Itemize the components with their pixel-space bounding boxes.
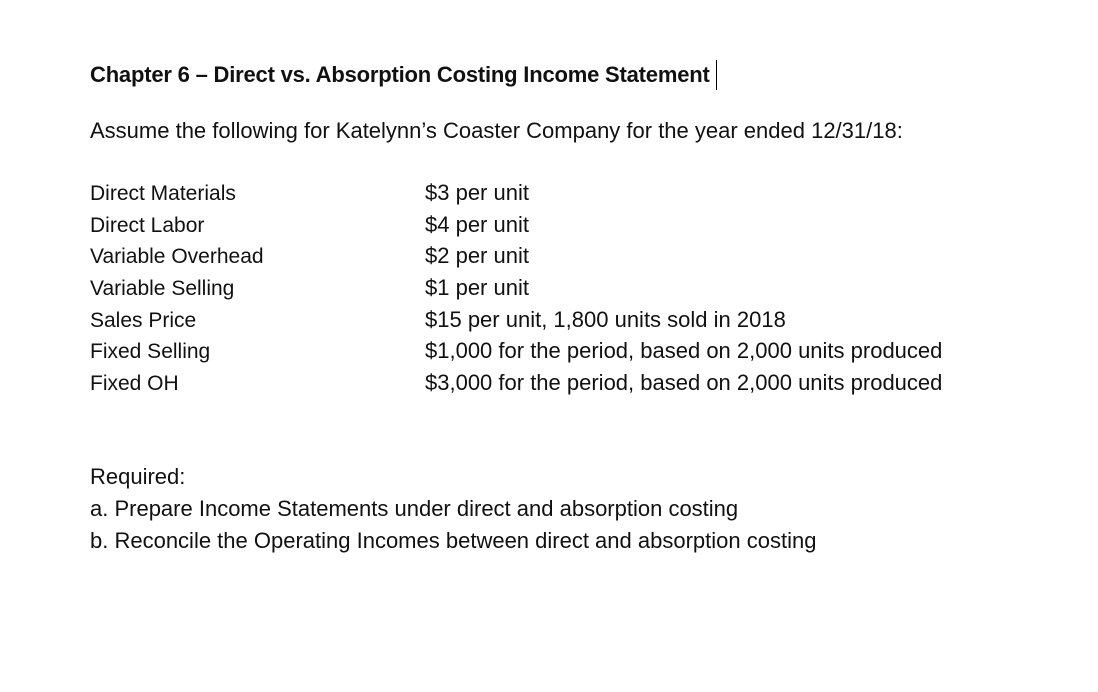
assumption-value: $3 per unit (425, 180, 529, 205)
assumption-row-sales-price (90, 307, 1030, 339)
required-heading: Required: (90, 464, 186, 489)
assumption-label: Variable Selling (90, 277, 235, 301)
text-cursor (716, 60, 717, 90)
assumption-row-direct-labor (90, 212, 1030, 244)
assumption-value: $2 per unit (425, 243, 529, 269)
assumption-row-direct-materials (90, 180, 1030, 212)
assumption-value: $4 per unit (425, 211, 529, 237)
assumption-label: Direct Labor (90, 213, 205, 237)
required-item-a: a. Prepare Income Statements under direct and absorption costing (90, 496, 739, 521)
assumption-label: Fixed Selling (90, 340, 211, 364)
assumption-value: $1,000 for the period, based on 2,000 units produced (425, 338, 943, 364)
assumption-row-variable-overhead (90, 243, 1030, 275)
intro-text: Assume the following for Katelynn’s Coaster Company for the year ended 12/31/18: (90, 118, 903, 143)
required-section (90, 461, 816, 557)
required-item-b: b. Reconcile the Operating Incomes between direct and absorption costing (90, 528, 817, 553)
title-row (90, 58, 717, 92)
assumption-label: Variable Overhead (90, 245, 264, 269)
assumption-label: Fixed OH (90, 372, 179, 396)
assumption-row-fixed-selling (90, 338, 1030, 370)
assumption-label: Direct Materials (90, 182, 236, 205)
document-title: Chapter 6 – Direct vs. Absorption Costing Income Statement (90, 62, 710, 87)
assumption-value: $15 per unit, 1,800 units sold in 2018 (425, 306, 786, 332)
assumption-label: Sales Price (90, 308, 197, 332)
assumptions-list (90, 180, 1030, 402)
assumption-value: $1 per unit (425, 275, 529, 301)
assumption-row-fixed-oh (90, 370, 1030, 402)
assumption-row-variable-selling (90, 275, 1030, 307)
assumption-value: $3,000 for the period, based on 2,000 units produced (425, 370, 943, 396)
